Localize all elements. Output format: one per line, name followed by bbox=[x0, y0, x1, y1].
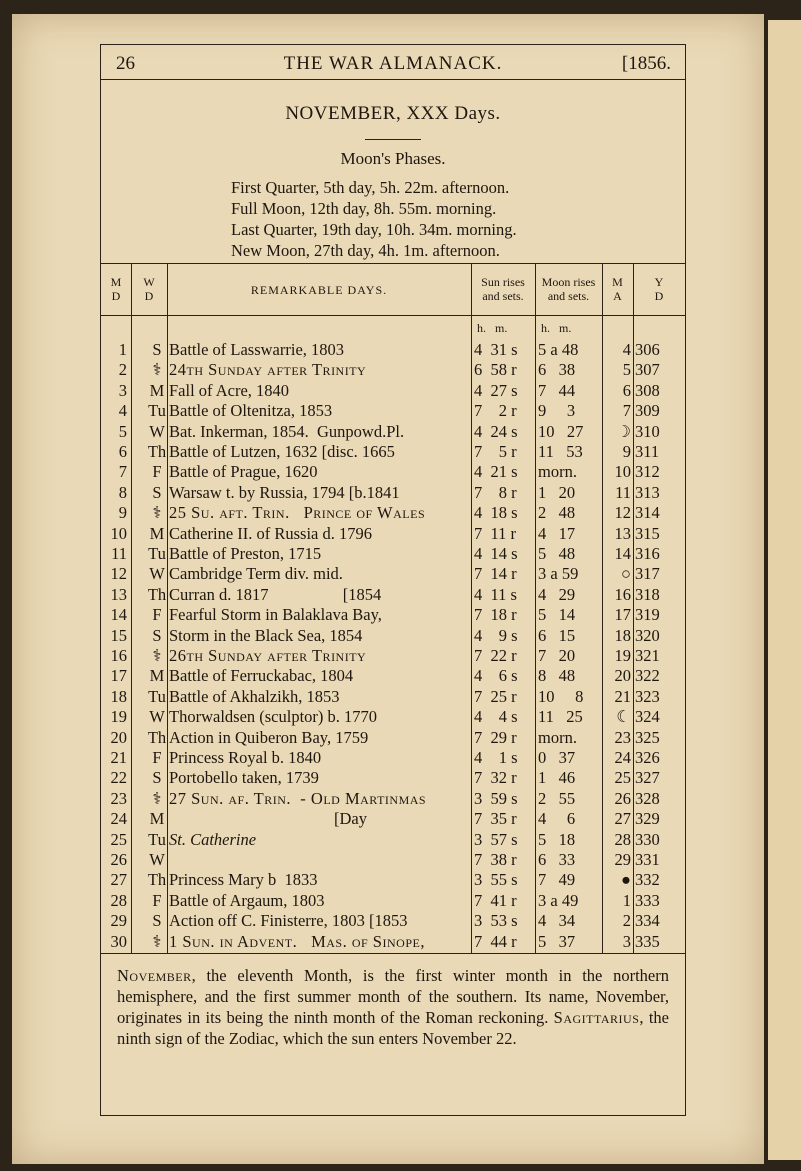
year-day: 319 bbox=[635, 605, 660, 625]
sun-rises-sets: 4 31 s bbox=[474, 340, 518, 359]
month-day: 1 bbox=[118, 340, 127, 359]
week-day: M bbox=[149, 523, 165, 543]
phase-line: First Quarter, 5th day, 5h. 22m. afternoon. bbox=[231, 178, 510, 197]
month-day: 2 bbox=[118, 360, 127, 380]
table-row bbox=[101, 829, 685, 851]
event: Storm in the Black Sea, 1854 bbox=[169, 625, 363, 645]
moon-rises-sets: 4 34 bbox=[538, 911, 576, 931]
col-header-moon: Moon rises and sets. bbox=[541, 275, 596, 303]
month-day: 18 bbox=[110, 686, 127, 706]
event: [Day bbox=[169, 809, 367, 829]
table-row bbox=[101, 523, 685, 545]
facing-page-edge bbox=[768, 20, 801, 1160]
week-day: S bbox=[152, 340, 162, 359]
event: Fall of Acre, 1840 bbox=[169, 380, 290, 400]
month-day: 20 bbox=[110, 727, 127, 747]
moon-age: ● bbox=[621, 870, 631, 890]
year-day: 328 bbox=[635, 788, 660, 808]
sun-rises-sets: 7 2 r bbox=[474, 401, 517, 421]
phase-line: Last Quarter, 19th day, 10h. 34m. morning. bbox=[231, 220, 517, 239]
month-day: 28 bbox=[110, 890, 127, 910]
month-day: 5 bbox=[118, 421, 127, 441]
table-row bbox=[101, 461, 685, 483]
event: Curran d. 1817 [1854 bbox=[169, 584, 382, 604]
moon-rises-sets: 6 38 bbox=[538, 360, 576, 380]
month-day: 12 bbox=[110, 564, 127, 584]
table-row bbox=[101, 849, 685, 871]
divider bbox=[365, 139, 421, 140]
year-day: 310 bbox=[635, 421, 660, 441]
sun-rises-sets: 7 38 r bbox=[474, 850, 517, 869]
moon-rises-sets: 4 29 bbox=[538, 584, 576, 604]
moon-rises-sets: 6 15 bbox=[538, 625, 576, 645]
table-top-rule bbox=[101, 263, 685, 264]
event: Battle of Preston, 1715 bbox=[169, 544, 322, 563]
event: 25 Su. aft. Trin. Prince of Wales bbox=[169, 503, 426, 523]
year-day: 335 bbox=[635, 931, 660, 951]
week-day: Th bbox=[147, 870, 167, 890]
month-day: 26 bbox=[110, 850, 127, 869]
table-row bbox=[101, 910, 685, 932]
table-row bbox=[101, 869, 685, 891]
year-day: 334 bbox=[635, 911, 660, 931]
month-day: 9 bbox=[118, 503, 127, 523]
year-day: 324 bbox=[635, 707, 660, 727]
event: Cambridge Term div. mid. bbox=[169, 564, 343, 584]
sun-rises-sets: 4 11 s bbox=[474, 584, 517, 604]
moon-rises-sets: 5 37 bbox=[538, 931, 576, 951]
table-row bbox=[101, 502, 685, 524]
event: Thorwaldsen (sculptor) b. 1770 bbox=[169, 707, 378, 727]
table-row bbox=[101, 482, 685, 504]
sun-rises-sets: 4 4 s bbox=[474, 707, 518, 727]
sun-rises-sets: 7 25 r bbox=[474, 686, 517, 706]
moon-age: 7 bbox=[622, 401, 631, 421]
table-header-rule bbox=[101, 315, 685, 316]
moon-age: 13 bbox=[614, 523, 631, 543]
moon-rises-sets: 2 48 bbox=[538, 503, 576, 523]
book-title: THE WAR ALMANACK. bbox=[283, 53, 503, 74]
moon-rises-sets: 5 48 bbox=[538, 544, 576, 563]
year-day: 316 bbox=[635, 544, 660, 563]
week-day: S bbox=[152, 911, 162, 931]
event: Catherine II. of Russia d. 1796 bbox=[169, 523, 373, 543]
moon-age: 28 bbox=[614, 829, 631, 849]
week-day: W bbox=[149, 421, 165, 441]
moon-rises-sets: 11 25 bbox=[538, 707, 583, 727]
col-header-wd: W D bbox=[143, 275, 155, 303]
month-day: 11 bbox=[111, 544, 127, 563]
footer-text-1: , the eleventh Month, is the first winter month in the northern hemisphere, and the first summer month of the southern. Its name, November, originates in its being the ninth month of the Roman reckoning. bbox=[117, 966, 669, 1027]
event: Battle of Ferruckabac, 1804 bbox=[169, 666, 354, 686]
table-row bbox=[101, 788, 685, 810]
week-day: W bbox=[149, 564, 165, 584]
moon-age: 3 bbox=[622, 931, 631, 951]
moon-rises-sets: 7 44 bbox=[538, 380, 576, 400]
sun-rises-sets: 3 57 s bbox=[474, 829, 518, 849]
sun-rises-sets: 7 44 r bbox=[474, 931, 517, 951]
month-day: 25 bbox=[110, 829, 127, 849]
running-header bbox=[101, 45, 685, 80]
month-day: 4 bbox=[118, 401, 127, 421]
month-day: 3 bbox=[118, 380, 127, 400]
moon-rises-sets: 10 27 bbox=[538, 421, 584, 441]
table-row bbox=[101, 686, 685, 708]
week-day: ⚕ bbox=[152, 931, 162, 951]
table-row bbox=[101, 808, 685, 830]
year-day: 326 bbox=[635, 748, 660, 767]
year-day: 314 bbox=[635, 503, 660, 523]
moon-age: 21 bbox=[614, 686, 631, 706]
moon-rises-sets: morn. bbox=[538, 727, 577, 747]
units-sun: h. m. bbox=[477, 321, 508, 335]
week-day: Tu bbox=[148, 829, 166, 849]
year-day: 327 bbox=[635, 768, 660, 788]
sun-rises-sets: 7 32 r bbox=[474, 768, 517, 788]
month-day: 27 bbox=[110, 870, 127, 890]
col-header-remarkable: REMARKABLE DAYS. bbox=[250, 283, 388, 297]
sun-rises-sets: 7 14 r bbox=[474, 564, 517, 584]
moon-age: 19 bbox=[614, 646, 631, 665]
month-day: 21 bbox=[110, 748, 127, 767]
week-day: ⚕ bbox=[152, 646, 162, 665]
event: Portobello taken, 1739 bbox=[169, 768, 319, 788]
month-day: 29 bbox=[110, 911, 127, 931]
moon-age: 2 bbox=[622, 911, 631, 931]
sun-rises-sets: 4 14 s bbox=[474, 544, 518, 563]
table-row bbox=[101, 400, 685, 422]
event: Battle of Lutzen, 1632 [disc. 1665 bbox=[169, 442, 395, 461]
moon-rises-sets: 9 3 bbox=[538, 401, 576, 421]
year-day: 323 bbox=[635, 686, 660, 706]
moon-age: 6 bbox=[622, 380, 631, 400]
event: Action in Quiberon Bay, 1759 bbox=[169, 727, 369, 747]
month-day: 30 bbox=[110, 931, 127, 951]
month-description bbox=[117, 965, 669, 1049]
week-day: Tu bbox=[148, 544, 166, 563]
table-row bbox=[101, 931, 685, 953]
sun-rises-sets: 3 53 s bbox=[474, 911, 518, 931]
sun-rises-sets: 7 5 r bbox=[474, 442, 517, 461]
moon-age: 23 bbox=[614, 727, 631, 747]
year-day: 318 bbox=[635, 584, 660, 604]
year-day: 308 bbox=[635, 380, 660, 400]
moon-age: 4 bbox=[622, 340, 631, 359]
moon-age: 9 bbox=[622, 442, 631, 461]
event: St. Catherine bbox=[169, 829, 257, 849]
table-row bbox=[101, 665, 685, 687]
moon-age: ○ bbox=[621, 564, 631, 584]
page-frame bbox=[100, 44, 686, 1116]
week-day: ⚕ bbox=[152, 503, 162, 523]
moon-rises-sets: 4 17 bbox=[538, 523, 576, 543]
moon-phases-list bbox=[231, 177, 517, 261]
month-day: 10 bbox=[110, 523, 127, 543]
moon-rises-sets: 8 48 bbox=[538, 666, 576, 686]
moon-age: 17 bbox=[614, 605, 631, 625]
event: 1 Sun. in Advent. Mas. of Sinope, bbox=[169, 931, 425, 951]
year: [1856. bbox=[621, 53, 671, 74]
year-day: 307 bbox=[635, 360, 660, 380]
sun-rises-sets: 4 18 s bbox=[474, 503, 518, 523]
col-header-sun: Sun rises and sets. bbox=[481, 275, 525, 303]
month-day: 19 bbox=[110, 707, 127, 727]
footer-text-2: , the ninth sign of the Zodiac, which the sun enters November 22. bbox=[117, 1008, 669, 1048]
week-day: Th bbox=[147, 727, 167, 747]
moon-age: 20 bbox=[614, 666, 631, 686]
footer-sagittarius: Sagittarius bbox=[553, 1008, 640, 1027]
moon-rises-sets: 10 8 bbox=[538, 686, 584, 706]
phase-line: Full Moon, 12th day, 8h. 55m. morning. bbox=[231, 199, 497, 218]
moon-age: ☽ bbox=[616, 421, 631, 441]
table-row bbox=[101, 584, 685, 606]
week-day: W bbox=[149, 850, 165, 869]
moon-age: 29 bbox=[614, 850, 631, 869]
event: 26th Sunday after Trinity bbox=[169, 646, 367, 665]
moon-age: 24 bbox=[614, 748, 631, 767]
sun-rises-sets: 3 59 s bbox=[474, 788, 518, 808]
moon-age: 27 bbox=[614, 809, 631, 829]
moon-age: ☾ bbox=[616, 707, 631, 727]
event: Battle of Argaum, 1803 bbox=[169, 890, 325, 910]
month-day: 23 bbox=[110, 788, 127, 808]
week-day: F bbox=[152, 890, 162, 910]
year-day: 331 bbox=[635, 850, 660, 869]
year-day: 313 bbox=[635, 482, 660, 502]
table-row bbox=[101, 380, 685, 402]
week-day: ⚕ bbox=[152, 788, 162, 808]
year-day: 333 bbox=[635, 890, 660, 910]
units-moon: h. m. bbox=[541, 321, 572, 335]
sun-rises-sets: 3 55 s bbox=[474, 870, 518, 890]
footer-november: November bbox=[117, 966, 192, 985]
table-row bbox=[101, 727, 685, 749]
moon-rises-sets: 2 55 bbox=[538, 788, 576, 808]
moon-age: 25 bbox=[614, 768, 631, 788]
moon-rises-sets: 1 46 bbox=[538, 768, 576, 788]
month-day: 17 bbox=[110, 666, 127, 686]
week-day: ⚕ bbox=[152, 360, 162, 380]
moon-rises-sets: 7 20 bbox=[538, 646, 576, 665]
year-day: 312 bbox=[635, 462, 660, 482]
year-day: 332 bbox=[635, 870, 660, 890]
year-day: 306 bbox=[635, 340, 660, 359]
moon-age: 16 bbox=[614, 584, 631, 604]
sun-rises-sets: 4 9 s bbox=[474, 625, 518, 645]
moon-age: 5 bbox=[622, 360, 631, 380]
moon-rises-sets: 5 14 bbox=[538, 605, 576, 625]
table-row bbox=[101, 441, 685, 463]
week-day: M bbox=[149, 666, 165, 686]
event: Warsaw t. by Russia, 1794 [b.1841 bbox=[169, 482, 400, 502]
sun-rises-sets: 4 1 s bbox=[474, 748, 518, 767]
col-header-ma: M A bbox=[612, 275, 623, 303]
week-day: Th bbox=[147, 584, 167, 604]
moon-age: 12 bbox=[614, 503, 631, 523]
sun-rises-sets: 7 41 r bbox=[474, 890, 517, 910]
month-day: 24 bbox=[110, 809, 127, 829]
month-day: 15 bbox=[110, 625, 127, 645]
week-day: Th bbox=[147, 442, 167, 461]
week-day: Tu bbox=[148, 401, 166, 421]
event: 24th Sunday after Trinity bbox=[169, 360, 367, 380]
moon-rises-sets: 3 a 49 bbox=[538, 890, 579, 910]
table-row bbox=[101, 339, 685, 361]
page-number: 26 bbox=[116, 53, 135, 74]
sun-rises-sets: 4 21 s bbox=[474, 462, 518, 482]
sun-rises-sets: 4 6 s bbox=[474, 666, 518, 686]
moon-rises-sets: 0 37 bbox=[538, 748, 576, 767]
year-day: 329 bbox=[635, 809, 660, 829]
event: Bat. Inkerman, 1854. Gunpowd.Pl. bbox=[169, 421, 405, 441]
month-day: 16 bbox=[110, 646, 127, 665]
table-row bbox=[101, 706, 685, 728]
table-row bbox=[101, 604, 685, 626]
year-day: 330 bbox=[635, 829, 660, 849]
event: Princess Royal b. 1840 bbox=[169, 748, 322, 767]
moon-rises-sets: 5 18 bbox=[538, 829, 576, 849]
table-row bbox=[101, 890, 685, 912]
week-day: M bbox=[149, 380, 165, 400]
month-day: 8 bbox=[118, 482, 127, 502]
col-header-md: M D bbox=[110, 275, 122, 303]
event: Battle of Prague, 1620 bbox=[169, 462, 318, 482]
year-day: 317 bbox=[635, 564, 660, 584]
sun-rises-sets: 7 22 r bbox=[474, 646, 517, 665]
month-day: 13 bbox=[110, 584, 127, 604]
month-title: NOVEMBER, XXX Days. bbox=[285, 103, 501, 124]
moon-rises-sets: 6 33 bbox=[538, 850, 576, 869]
moon-age: 18 bbox=[614, 625, 631, 645]
week-day: F bbox=[152, 605, 162, 625]
year-day: 315 bbox=[635, 523, 660, 543]
sun-rises-sets: 7 18 r bbox=[474, 605, 517, 625]
moon-age: 26 bbox=[614, 788, 631, 808]
moon-phases-title: Moon's Phases. bbox=[340, 149, 446, 168]
moon-rises-sets: morn. bbox=[538, 462, 577, 482]
moon-rises-sets: 7 49 bbox=[538, 870, 576, 890]
moon-rises-sets: 5 a 48 bbox=[538, 340, 579, 359]
moon-age: 10 bbox=[614, 462, 631, 482]
table-row bbox=[101, 767, 685, 789]
week-day: W bbox=[149, 707, 165, 727]
table-row bbox=[101, 421, 685, 443]
week-day: S bbox=[152, 768, 162, 788]
table-row bbox=[101, 625, 685, 647]
table-bottom-rule bbox=[101, 953, 685, 954]
table-row bbox=[101, 563, 685, 585]
sun-rises-sets: 4 24 s bbox=[474, 421, 518, 441]
table-row bbox=[101, 359, 685, 381]
phase-line: New Moon, 27th day, 4h. 1m. afternoon. bbox=[231, 241, 500, 260]
month-day: 6 bbox=[118, 442, 127, 461]
year-day: 320 bbox=[635, 625, 660, 645]
sun-rises-sets: 4 27 s bbox=[474, 380, 518, 400]
week-day: S bbox=[152, 482, 162, 502]
moon-rises-sets: 4 6 bbox=[538, 809, 576, 829]
month-day: 7 bbox=[118, 462, 127, 482]
month-day: 22 bbox=[110, 768, 127, 788]
sun-rises-sets: 7 35 r bbox=[474, 809, 517, 829]
year-day: 321 bbox=[635, 646, 660, 665]
moon-age: 11 bbox=[615, 482, 631, 502]
sun-rises-sets: 6 58 r bbox=[474, 360, 517, 380]
event: Fearful Storm in Balaklava Bay, bbox=[169, 605, 382, 625]
event: Princess Mary b 1833 bbox=[169, 870, 318, 890]
table-row bbox=[101, 747, 685, 769]
year-day: 322 bbox=[635, 666, 660, 686]
sun-rises-sets: 7 8 r bbox=[474, 482, 517, 502]
event: Battle of Oltenitza, 1853 bbox=[169, 401, 333, 421]
moon-rises-sets: 11 53 bbox=[538, 442, 583, 461]
event: Battle of Lasswarrie, 1803 bbox=[169, 340, 345, 359]
table-row bbox=[101, 645, 685, 667]
year-day: 309 bbox=[635, 401, 660, 421]
moon-rises-sets: 3 a 59 bbox=[538, 564, 579, 584]
week-day: Tu bbox=[148, 686, 166, 706]
sun-rises-sets: 7 29 r bbox=[474, 727, 517, 747]
moon-age: 1 bbox=[622, 890, 631, 910]
week-day: F bbox=[152, 748, 162, 767]
event: Battle of Akhalzikh, 1853 bbox=[169, 686, 340, 706]
col-header-yd: Y D bbox=[654, 275, 664, 303]
table-row bbox=[101, 543, 685, 565]
week-day: F bbox=[152, 462, 162, 482]
month-day: 14 bbox=[110, 605, 127, 625]
event: 27 Sun. af. Trin. - Old Martinmas bbox=[169, 788, 427, 808]
event: Action off C. Finisterre, 1803 [1853 bbox=[169, 911, 408, 931]
moon-age: 14 bbox=[614, 544, 631, 563]
year-day: 311 bbox=[635, 442, 660, 461]
sun-rises-sets: 7 11 r bbox=[474, 523, 517, 543]
week-day: S bbox=[152, 625, 162, 645]
week-day: M bbox=[149, 809, 165, 829]
year-day: 325 bbox=[635, 727, 660, 747]
moon-rises-sets: 1 20 bbox=[538, 482, 576, 502]
